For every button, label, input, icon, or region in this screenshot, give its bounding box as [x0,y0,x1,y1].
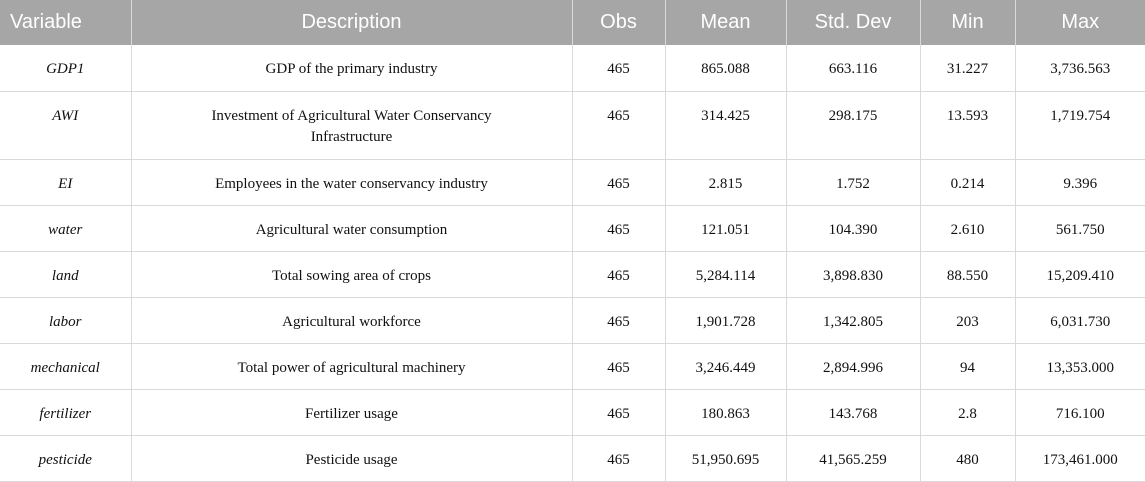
cell-variable: fertilizer [0,389,131,435]
cell-std-dev: 663.116 [786,45,920,91]
table-row [0,435,1145,481]
table-row [0,45,1145,91]
cell-min: 88.550 [920,251,1015,297]
cell-obs: 465 [572,205,665,251]
cell-description: Investment of Agricultural Water Conservancy Infrastructure [131,91,572,159]
cell-description: Fertilizer usage [131,389,572,435]
cell-obs: 465 [572,297,665,343]
cell-variable: water [0,205,131,251]
cell-description: GDP of the primary industry [131,45,572,91]
cell-std-dev: 41,565.259 [786,435,920,481]
table-body [0,45,1145,481]
cell-min: 31.227 [920,45,1015,91]
cell-min: 2.8 [920,389,1015,435]
cell-mean: 51,950.695 [665,435,786,481]
cell-min: 13.593 [920,91,1015,159]
cell-description: Agricultural workforce [131,297,572,343]
cell-obs: 465 [572,45,665,91]
table-row [0,251,1145,297]
cell-obs: 465 [572,435,665,481]
cell-mean: 1,901.728 [665,297,786,343]
cell-obs: 465 [572,159,665,205]
header-std-dev: Std. Dev [786,0,920,45]
cell-variable: GDP1 [0,45,131,91]
cell-obs: 465 [572,251,665,297]
cell-description: Employees in the water conservancy industry [131,159,572,205]
cell-max: 716.100 [1015,389,1145,435]
cell-max: 13,353.000 [1015,343,1145,389]
table-row [0,297,1145,343]
cell-max: 15,209.410 [1015,251,1145,297]
cell-obs: 465 [572,91,665,159]
table-header [0,0,1145,45]
header-variable: Variable [0,0,131,45]
cell-variable: labor [0,297,131,343]
cell-std-dev: 1.752 [786,159,920,205]
cell-min: 94 [920,343,1015,389]
cell-std-dev: 3,898.830 [786,251,920,297]
cell-description: Pesticide usage [131,435,572,481]
cell-max: 173,461.000 [1015,435,1145,481]
cell-description: Agricultural water consumption [131,205,572,251]
cell-std-dev: 1,342.805 [786,297,920,343]
cell-mean: 2.815 [665,159,786,205]
cell-std-dev: 104.390 [786,205,920,251]
cell-min: 0.214 [920,159,1015,205]
cell-mean: 3,246.449 [665,343,786,389]
table-row [0,159,1145,205]
cell-mean: 180.863 [665,389,786,435]
cell-variable: EI [0,159,131,205]
cell-std-dev: 298.175 [786,91,920,159]
cell-max: 9.396 [1015,159,1145,205]
header-mean: Mean [665,0,786,45]
cell-variable: land [0,251,131,297]
cell-std-dev: 143.768 [786,389,920,435]
cell-mean: 314.425 [665,91,786,159]
table-row [0,389,1145,435]
cell-min: 2.610 [920,205,1015,251]
cell-mean: 121.051 [665,205,786,251]
cell-obs: 465 [572,389,665,435]
cell-min: 480 [920,435,1015,481]
cell-max: 6,031.730 [1015,297,1145,343]
cell-min: 203 [920,297,1015,343]
cell-description: Total power of agricultural machinery [131,343,572,389]
header-min: Min [920,0,1015,45]
table-row [0,205,1145,251]
header-obs: Obs [572,0,665,45]
cell-description: Total sowing area of crops [131,251,572,297]
cell-max: 1,719.754 [1015,91,1145,159]
header-description: Description [131,0,572,45]
cell-max: 3,736.563 [1015,45,1145,91]
cell-mean: 5,284.114 [665,251,786,297]
cell-max: 561.750 [1015,205,1145,251]
table-row [0,343,1145,389]
cell-obs: 465 [572,343,665,389]
cell-variable: mechanical [0,343,131,389]
table-row [0,91,1145,159]
cell-variable: pesticide [0,435,131,481]
header-row [0,0,1145,45]
header-max: Max [1061,11,1100,33]
cell-mean: 865.088 [665,45,786,91]
cell-std-dev: 2,894.996 [786,343,920,389]
cell-variable: AWI [0,91,131,159]
